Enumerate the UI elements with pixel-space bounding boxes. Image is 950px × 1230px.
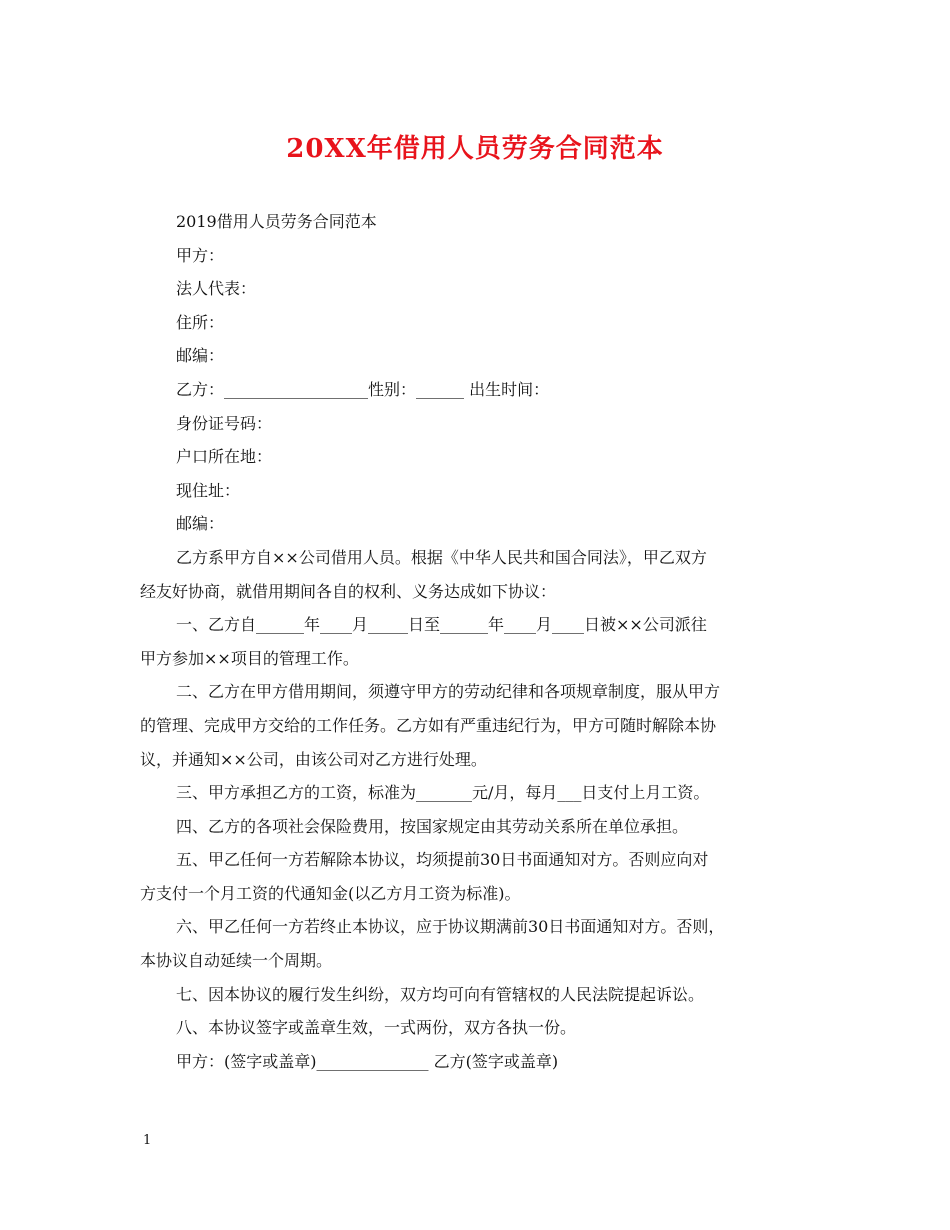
contract-body [140, 205, 815, 1078]
clause-7-line: 七、因本协议的履行发生纠纷，双方均可向有管辖权的人民法院提起诉讼。 [176, 984, 705, 1004]
document-title: 20XX年借用人员劳务合同范本 [286, 134, 664, 164]
subtitle-line: 2019借用人员劳务合同范本 [176, 212, 377, 231]
postcode-line: 邮编： [176, 346, 225, 366]
legal-representative-line: 法人代表： [176, 279, 257, 299]
id-number-line: 身份证号码： [176, 413, 273, 433]
clause-1-line-2: 甲方参加××项目的管理工作。 [140, 648, 359, 668]
preamble-line-1: 乙方系甲方自××公司借用人员。根据《中华人民共和国合同法》，甲乙双方 [176, 547, 707, 567]
page-number: 1 [143, 1133, 152, 1148]
clause-1-line-1: 一、乙方自______年____月_____日至______年____月____日被××公司派往 [176, 615, 707, 635]
clause-3-line: 三、甲方承担乙方的工资，标准为_______元/月，每月___日支付上月工资。 [176, 783, 710, 803]
preamble-line-2: 经友好协商，就借用期间各自的权利、义务达成如下协议： [140, 581, 557, 601]
postcode-line-b: 邮编： [176, 514, 225, 534]
signature-line: 甲方：(签字或盖章)______________ 乙方(签字或盖章) [176, 1051, 559, 1071]
clause-6-line-2: 本协议自动延续一个周期。 [140, 951, 333, 971]
clause-6-line-1: 六、甲乙任何一方若终止本协议，应于协议期满前30日书面通知对方。否则， [176, 917, 725, 937]
clause-5-line-1: 五、甲乙任何一方若解除本协议，均须提前30日书面通知对方。否则应向对 [176, 850, 709, 870]
party-b-line: 乙方：__________________性别：______ 出生时间： [176, 379, 550, 399]
clause-2-line-2: 的管理、完成甲方交给的工作任务。乙方如有严重违纪行为，甲方可随时解除本协 [140, 715, 717, 735]
clause-4-line: 四、乙方的各项社会保险费用，按国家规定由其劳动关系所在单位承担。 [176, 816, 689, 836]
party-a-line: 甲方： [176, 245, 225, 265]
clause-2-line-3: 议，并通知××公司，由该公司对乙方进行处理。 [140, 749, 487, 769]
clause-8-line: 八、本协议签字或盖章生效，一式两份，双方各执一份。 [176, 1018, 577, 1038]
household-registration-line: 户口所在地： [176, 447, 273, 467]
clause-5-line-2: 方支付一个月工资的代通知金(以乙方月工资为标准)。 [140, 883, 521, 903]
clause-2-line-1: 二、乙方在甲方借用期间，须遵守甲方的劳动纪律和各项规章制度，服从甲方 [176, 682, 721, 702]
current-address-line: 现住址： [176, 480, 241, 500]
address-line: 住所： [176, 312, 225, 332]
